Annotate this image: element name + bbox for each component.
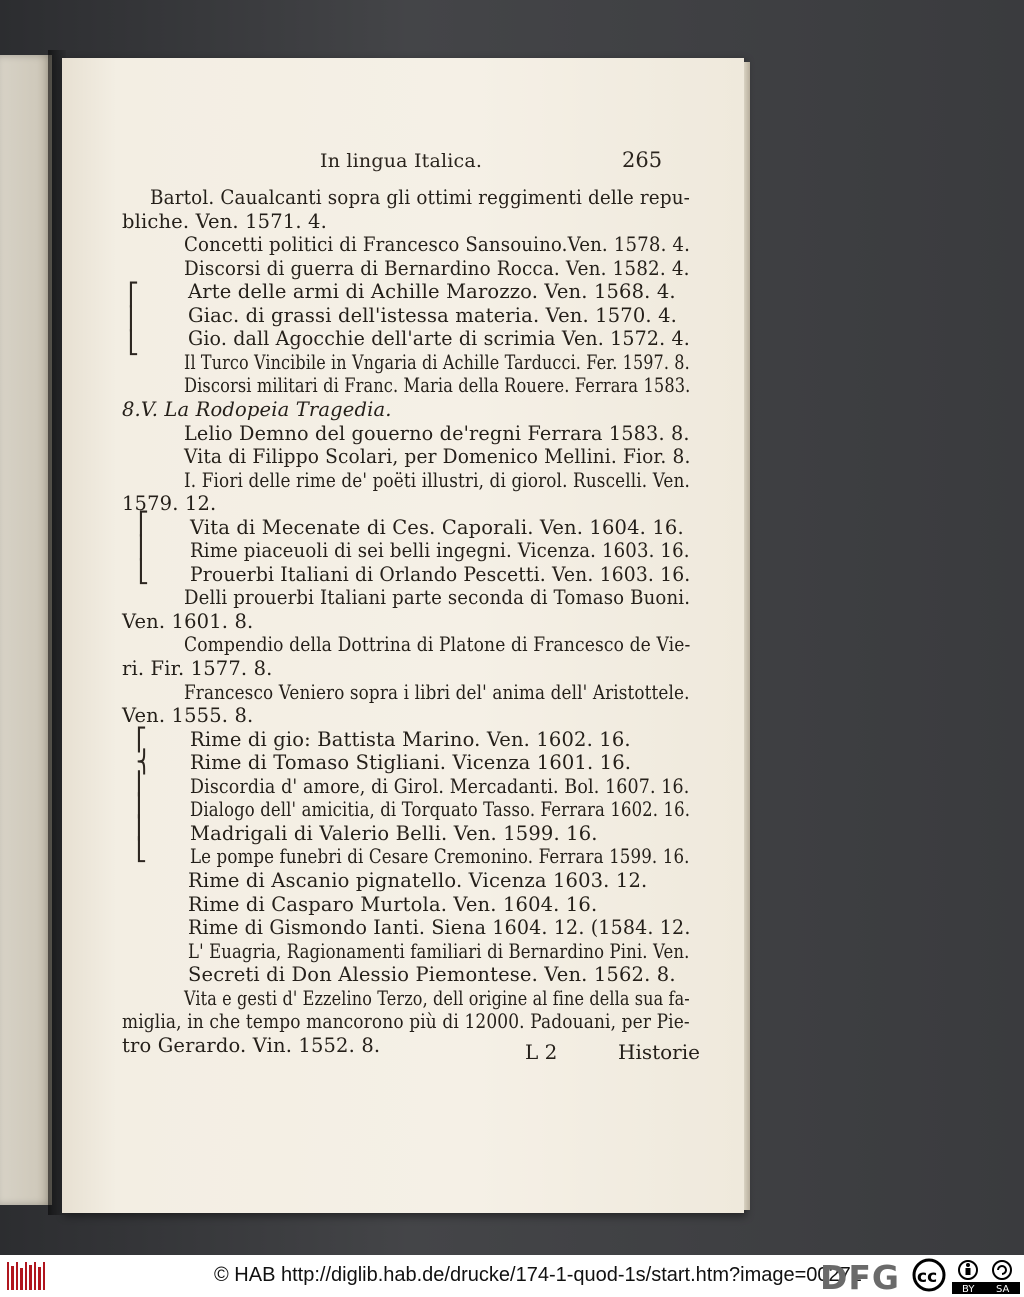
text-line: ri. Fir. 1577. 8. <box>122 657 273 680</box>
text-line: Rime di Gismondo Ianti. Siena 1604. 12. (1584. 12. <box>188 916 691 939</box>
text-line: Ven. 1555. 8. <box>122 704 254 727</box>
page-edge <box>744 62 750 1210</box>
text-line: 8.V. La Rodopeia Tragedia. <box>122 398 392 421</box>
text-line: Delli prouerbi Italiani parte seconda di Tomaso Buoni. <box>184 586 691 609</box>
text-line: Secreti di Don Alessio Piemontese. Ven. 1562. 8. <box>188 963 676 986</box>
text-line: Rime di Tomaso Stigliani. Vicenza 1601. 16. <box>190 751 632 774</box>
dfg-logo-label: DFG <box>820 1259 901 1293</box>
text-line: Discorsi di guerra di Bernardino Rocca. Ven. 1582. 4. <box>184 257 690 280</box>
text-line: Dialogo dell' amicitia, di Torquato Tasso. Ferrara 1602. 16. <box>190 798 691 821</box>
cc-by-sa-logo <box>912 1258 1020 1294</box>
text-line: Bartol. Caualcanti sopra gli ottimi reggimenti delle repu- <box>150 186 691 209</box>
text-line: Discorsi militari di Franc. Maria della Rouere. Ferrara 1583. <box>184 374 691 397</box>
dfg-logo <box>818 1259 910 1293</box>
text-line: Prouerbi Italiani di Orlando Pescetti. Ven. 1603. 16. <box>190 563 691 586</box>
text-line: Vita di Mecenate di Ces. Caporali. Ven. 1604. 16. <box>190 516 684 539</box>
text-line: Madrigali di Valerio Belli. Ven. 1599. 16. <box>190 822 598 845</box>
page-number: 265 <box>622 148 663 172</box>
cc-by-label: BY <box>962 1284 975 1294</box>
text-line: L' Euagria, Ragionamenti familiari di Bernardino Pini. Ven. <box>188 940 690 963</box>
signature-mark: L 2 <box>525 1040 558 1064</box>
text-line: Rime di Casparo Murtola. Ven. 1604. 16. <box>188 893 598 916</box>
cc-sa-label: SA <box>996 1284 1010 1294</box>
text-line: Vita e gesti d' Ezzelino Terzo, dell origine al fine della sua fa- <box>184 987 690 1010</box>
text-line: Lelio Demno del gouerno de'regni Ferrara 1583. 8. <box>184 422 690 445</box>
text-line: Rime piaceuoli di sei belli ingegni. Vicenza. 1603. 16. <box>190 539 690 562</box>
bracket-group-2: ⎡ ⎢ ⎣ <box>138 512 149 585</box>
text-line: miglia, in che tempo mancorono più di 12000. Padouani, per Pie- <box>122 1010 690 1033</box>
text-line: Ven. 1601. 8. <box>122 610 254 633</box>
text-line: 1579. 12. <box>122 492 217 515</box>
text-line: Discordia d' amore, di Girol. Mercadanti. Bol. 1607. 16. <box>190 775 690 798</box>
text-line: Vita di Filippo Scolari, per Domenico Mellini. Fior. 8. <box>184 445 691 468</box>
text-line: Arte delle armi di Achille Marozzo. Ven. 1568. 4. <box>188 280 676 303</box>
catchword: Historie <box>618 1040 700 1064</box>
hab-barcode-logo <box>6 1260 48 1292</box>
bracket-group-1: ⎡ ⎢ ⎣ <box>128 283 139 356</box>
text-line: Le pompe funebri di Cesare Cremonino. Ferrara 1599. 16. <box>190 845 690 868</box>
text-line: tro Gerardo. Vin. 1552. 8. <box>122 1034 381 1057</box>
footer-bar <box>0 1255 1024 1297</box>
text-line: Concetti politici di Francesco Sansouino.Ven. 1578. 4. <box>184 233 691 256</box>
text-line: Giac. di grassi dell'istessa materia. Ven. 1570. 4. <box>188 304 678 327</box>
text-line: Francesco Veniero sopra i libri del' anima dell' Aristottele. <box>184 681 690 704</box>
text-line: bliche. Ven. 1571. 4. <box>122 210 327 233</box>
running-head: In lingua Italica. <box>320 150 483 172</box>
previous-page-edge <box>0 55 52 1205</box>
bracket-group-3: ⎡ ⎨ ⎢ ⎢ ⎢ ⎣ <box>136 728 153 863</box>
text-line: Rime di Ascanio pignatello. Vicenza 1603. 12. <box>188 869 648 892</box>
attribution-link[interactable]: © HAB http://diglib.hab.de/drucke/174-1-quod-1s/start.htm?image=00271 <box>214 1264 862 1286</box>
text-line: Rime di gio: Battista Marino. Ven. 1602. 16. <box>190 728 631 751</box>
text-line: Il Turco Vincibile in Vngaria di Achille Tarducci. Fer. 1597. 8. <box>184 351 690 374</box>
text-line: Gio. dall Agocchie dell'arte di scrimia Ven. 1572. 4. <box>188 327 690 350</box>
svg-text:cc: cc <box>917 1267 938 1287</box>
text-line: Compendio della Dottrina di Platone di Francesco de Vie- <box>184 633 691 656</box>
text-line: I. Fiori delle rime de' poëti illustri, di giorol. Ruscelli. Ven. <box>184 469 690 492</box>
